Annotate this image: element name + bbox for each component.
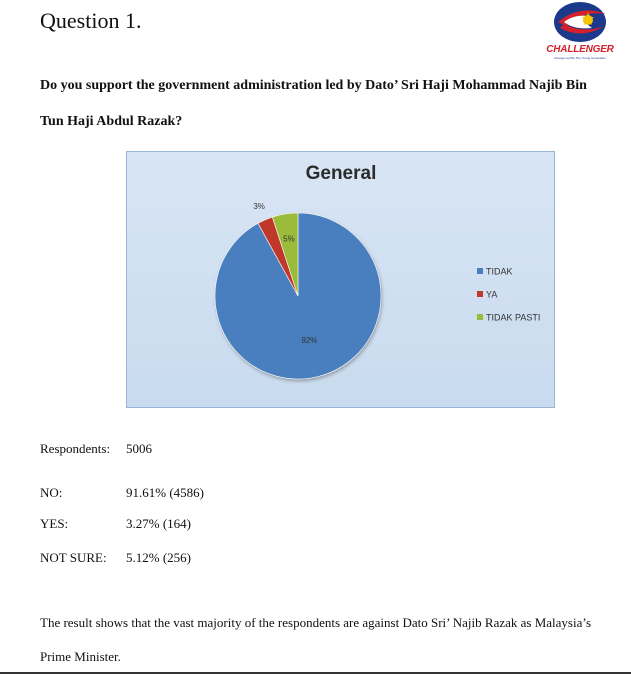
question-text: Do you support the government administration led by Dato’ Sri Haji Mohammad Najib Bin Tun Haji Abdul Razak? xyxy=(40,78,587,129)
result-label: NOT SURE: xyxy=(40,550,107,565)
conclusion-text: The result shows that the vast majority of the respondents are against Dato Sri’ Najib Razak as Malaysia’s Prime Minister. xyxy=(40,615,592,664)
pie-chart-canvas xyxy=(127,152,556,409)
page-heading: Question 1. xyxy=(40,8,142,33)
bottom-rule xyxy=(0,672,631,674)
legend-label: TIDAK xyxy=(486,266,513,277)
respondents-value: 5006 xyxy=(126,441,152,456)
challenger-logo xyxy=(544,0,616,62)
logo-wordmark: CHALLENGER xyxy=(546,44,614,55)
result-value: 5.12% (256) xyxy=(126,550,191,565)
pie-slice-label: 92% xyxy=(301,336,318,346)
logo-tagline: Change Led By The Young Generation xyxy=(554,56,606,60)
result-label: NO: xyxy=(40,485,63,500)
legend-label: YA xyxy=(486,289,498,300)
legend-swatch xyxy=(477,314,483,320)
legend-swatch xyxy=(477,268,483,274)
pie-slice-label: 3% xyxy=(253,202,265,212)
respondents-label: Respondents: xyxy=(40,441,111,456)
pie-slice-label: 5% xyxy=(283,234,295,244)
result-value: 3.27% (164) xyxy=(126,516,191,531)
pie-chart xyxy=(126,151,555,408)
result-value: 91.61% (4586) xyxy=(126,485,204,500)
legend-swatch xyxy=(477,291,483,297)
chart-title: General xyxy=(305,163,377,184)
result-label: YES: xyxy=(40,516,69,531)
legend-label: TIDAK PASTI xyxy=(486,312,541,323)
logo-emblem-icon xyxy=(544,0,616,46)
